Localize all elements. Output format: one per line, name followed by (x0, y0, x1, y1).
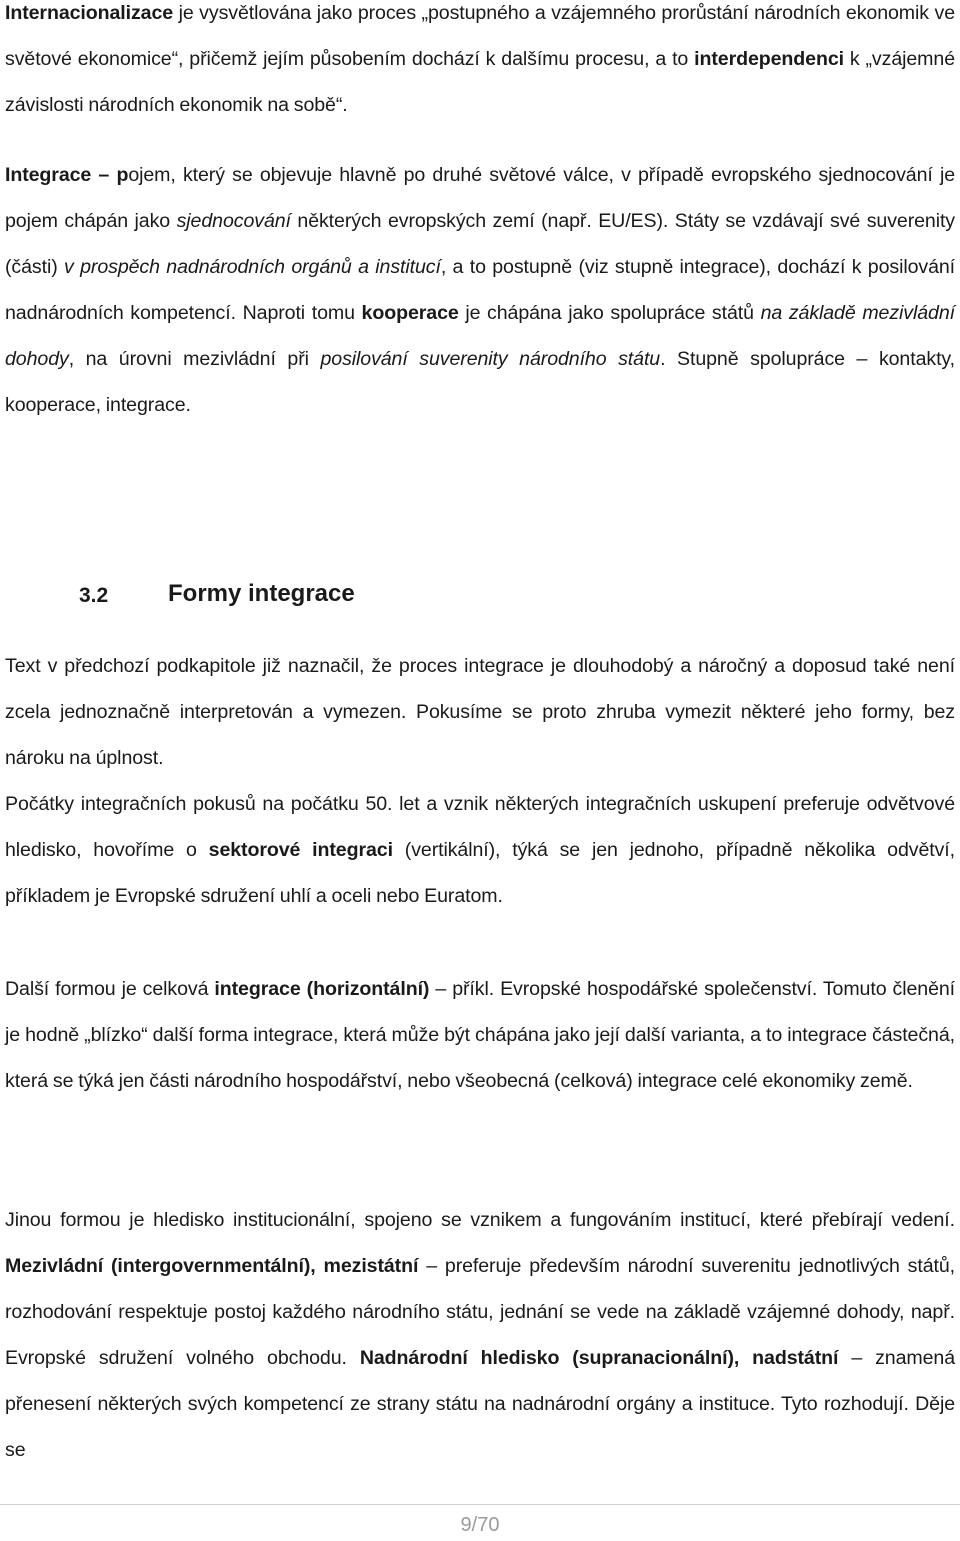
paragraph-institucionalni-hledisko: Jinou formou je hledisko institucionální, spojeno se vznikem a fungováním institucí, které přebírají vedení. Mezivládní (intergovernmentální), mezistátní – preferuje především národní suverenitu jednotlivých států, rozhodování respektuje postoj každého národního státu, jednání se vede na základě vzájemné dohody, např. Evropské sdružení volného obchodu. Nadnárodní hledisko (supranacionální), nadstátní – znamená přenesení některých svých kompetencí ze strany státu na nadnárodní orgány a instituce. Tyto rozhodují. Děje se (5, 1209, 955, 1461)
page-number: 9/70 (460, 1514, 500, 1536)
paragraph-formy-intro: Text v předchozí podkapitole již naznačil, že proces integrace je dlouhodobý a náročný a doposud také není zcela jednoznačně interpretován a vymezen. Pokusíme se proto zhruba vymezit některé jeho formy, bez nároku na úplnost. (5, 655, 955, 769)
section-number: 3.2 (79, 584, 109, 607)
paragraph-sektorova-integrace: Počátky integračních pokusů na počátku 50. let a vznik některých integračních uskupení preferuje odvětvové hledisko, hovoříme o sektorové integraci (vertikální), týká se jen jednoho, případně několika odvětví, příkladem je Evropské sdružení uhlí a oceli nebo Euratom. (5, 793, 955, 907)
term-integrace: Integrace – p (5, 164, 129, 186)
footer-divider (0, 1504, 960, 1505)
paragraph-integrace: Integrace – pojem, který se objevuje hlavně po druhé světové válce, v případě evropského sjednocování je pojem chápán jako sjednocování některých evropských zemí (např. EU/ES). Státy se vzdávají své suverenity (části) v prospěch nadnárodních orgánů a institucí, a to postupně (viz stupně integrace), dochází k posilování nadnárodních kompetencí. Naproti tomu kooperace je chápána jako spolupráce států na základě mezivládní dohody, na úrovni mezivládní při posilování suverenity národního státu. Stupně spolupráce – kontakty, kooperace, integrace. (5, 164, 956, 416)
term-nadnarodni: Nadnárodní hledisko (supranacionální), nadstátní (359, 1347, 839, 1369)
section-heading (0, 578, 960, 618)
section-title: Formy integrace (168, 580, 355, 607)
term-mezivladni: Mezivládní (intergovernmentální), mezistátní (5, 1255, 419, 1277)
paragraph-internacionalizace: Internacionalizace je vysvětlována jako proces „postupného a vzájemného prorůstání národních ekonomik ve světové ekonomice“, přičemž jejím působením dochází k dalšímu procesu, a to interdependenci k „vzájemné závislosti národních ekonomik na sobě“. (5, 2, 955, 116)
term-sektorova-integrace: sektorové integraci (208, 839, 393, 861)
term-internacionalizace: Internacionalizace (5, 2, 174, 24)
term-horizontalni-integrace: integrace (horizontální) (214, 978, 430, 1000)
term-interdependence: interdependenci (694, 48, 844, 70)
paragraph-celkova-integrace: Další formou je celková integrace (horizontální) – příkl. Evropské hospodářské společenství. Tomuto členění je hodně „blízko“ další forma integrace, která může být chápána jako její další varianta, a to integrace částečná, která se týká jen části národního hospodářství, nebo všeobecná (celková) integrace celé ekonomiky země. (5, 978, 956, 1092)
term-kooperace: kooperace (361, 302, 459, 324)
